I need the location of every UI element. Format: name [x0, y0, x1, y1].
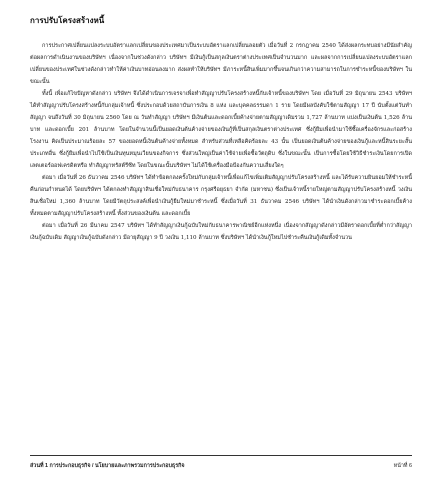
footer-section-label: ส่วนที่ 1 การประกอบธุรกิจ / นโยบายและภาพรวมการประกอบธุรกิจ [30, 463, 185, 469]
paragraph: ต่อมา เมื่อวันที่ 26 ธันวาคม 2546 บริษัทฯ ได้ทำข้อตกลงครั้งใหม่กับกลุ่มเจ้าหนี้เพื่อแก้ไขเพิ่มเติมสัญญาปรับโครงสร้างหนี้ และได้รับความยินยอมให้ชำระหนี้คืนก่อนกำหนดได้ โดยบริษัทฯ ได้ตกลงทำสัญญาสินเชื่อใหม่กับธนาคาร กรุงศรีอยุธยา จำกัด (มหาชน) ซึ่งเป็นเจ้าหนี้รายใหญ่ตามสัญญาปรับโครงสร้างหนี้ วงเงินสินเชื่อใหม่ 1,360 ล้านบาท โดยมีวัตถุประสงค์เพื่อนำเงินกู้ยืมใหม่มาชำระหนี้ ซึ่งเมื่อวันที่ 31 ธันวาคม 2546 บริษัทฯ ได้นำเงินดังกล่าวมาชำระดอกเบี้ยค้างทั้งหมดตามสัญญาปรับโครงสร้างหนี้ ทั้งส่วนของเงินต้น และดอกเบี้ย [30, 175, 412, 217]
footer-divider [30, 455, 412, 456]
body-text [30, 40, 412, 244]
paragraph: ต่อมา เมื่อวันที่ 26 มีนาคม 2547 บริษัทฯ ได้ทำสัญญาเงินกู้ฉบับใหม่กับธนาคารพาณิชย์อีกแห่งหนึ่ง เนื่องจากสัญญาดังกล่าวมีอัตราดอกเบี้ยที่ต่ำกว่าสัญญาเงินกู้ฉบับเดิม สัญญาเงินกู้ฉบับดังกล่าว มีอายุสัญญา 9 ปี วงเงิน 1,110 ล้านบาท ซึ่งบริษัทฯ ได้นำเงินกู้ใหม่ไปชำระคืนเงินกู้เดิมทั้งจำนวน [30, 223, 412, 241]
section-heading: การปรับโครงสร้างหนี้ [30, 16, 105, 25]
paragraph: ทั้งนี้ เพื่อแก้ไขปัญหาดังกล่าว บริษัทฯ จึงได้ดำเนินการเจรจาเพื่อทำสัญญาปรับโครงสร้างหนี้กับเจ้าหนี้ของบริษัทฯ โดย เมื่อวันที่ 29 มิถุนายน 2543 บริษัทฯ ได้ทำสัญญาปรับโครงสร้างหนี้กับกลุ่มเจ้าหนี้ ซึ่งประกอบด้วยสถาบันการเงิน 8 แห่ง และบุคคลธรรมดา 1 ราย โดยมีผลบังคับใช้ตามสัญญา 17 ปี นับตั้งแต่วันทำสัญญา จนถึงวันที่ 30 มิถุนายน 2560 โดย ณ วันทำสัญญา บริษัทฯ มีเงินต้นและดอกเบี้ยค้างจ่ายตามสัญญาเดิมรวม 1,727 ล้านบาท แบ่งเป็นเงินต้น 1,526 ล้านบาท และดอกเบี้ย 201 ล้านบาท โดยในจำนวนนี้เป็นยอดเงินต้นค้างจ่ายของเงินกู้ที่เป็นสกุลเงินตราต่างประเทศ ซึ่งกู้ยืมเพื่อนำมาใช้ซื้อเครื่องจักรและก่อสร้างโรงงาน คิดเป็นประมาณร้อยละ 57 ของยอดหนี้เงินต้นค้างจ่ายทั้งหมด สำหรับส่วนที่เหลือคิดร้อยละ 43 นั้น เป็นยอดเงินต้นค้างจ่ายของเงินกู้และหนี้สินระยะสั้นประเภทอื่น ซึ่งกู้ยืมเพื่อนำไปใช้เป็นเงินทุนหมุนเวียนของกิจการ ซึ่งส่วนใหญ่เป็นค่าใช้จ่ายเพื่อซื้อวัตถุดิบ ซึ่งในขณะนั้น เป็นการซื้อโดยใช้วิธีชำระเงินโดยการเปิดเลตเตอร์ออฟเครดิตหรือ ทำสัญญาทรัสต์รีซีท โดยในขณะนั้นบริษัทฯ ไม่ได้ใช้เครื่องมือป้องกันความเสี่ยงใดๆ [30, 91, 412, 169]
page-number: หน้าที่ 6 [393, 463, 412, 469]
paragraph: การประกาศเปลี่ยนแปลงระบบอัตราแลกเปลี่ยนของประเทศมาเป็นระบบอัตราแลกเปลี่ยนลอยตัว เมื่อวันที่ 2 กรกฎาคม 2540 ได้ส่งผลกระทบอย่างมีนัยสำคัญต่อผลการดำเนินงานของบริษัทฯ เนื่องจากในช่วงดังกล่าว บริษัทฯ มีเงินกู้เป็นสกุลเงินตราต่างประเทศเป็นจำนวนมาก และผลจากการเปลี่ยนแปลงระบบอัตราแลกเปลี่ยนของประเทศในช่วงดังกล่าวทำให้ค่าเงินบาทอ่อนลงมาก ส่งผลทำให้บริษัทฯ มีภาระหนี้สินเพิ่มมากขึ้นจนเกินกว่าความสามารถในการชำระหนี้ของบริษัทฯ ในขณะนั้น [30, 43, 412, 85]
